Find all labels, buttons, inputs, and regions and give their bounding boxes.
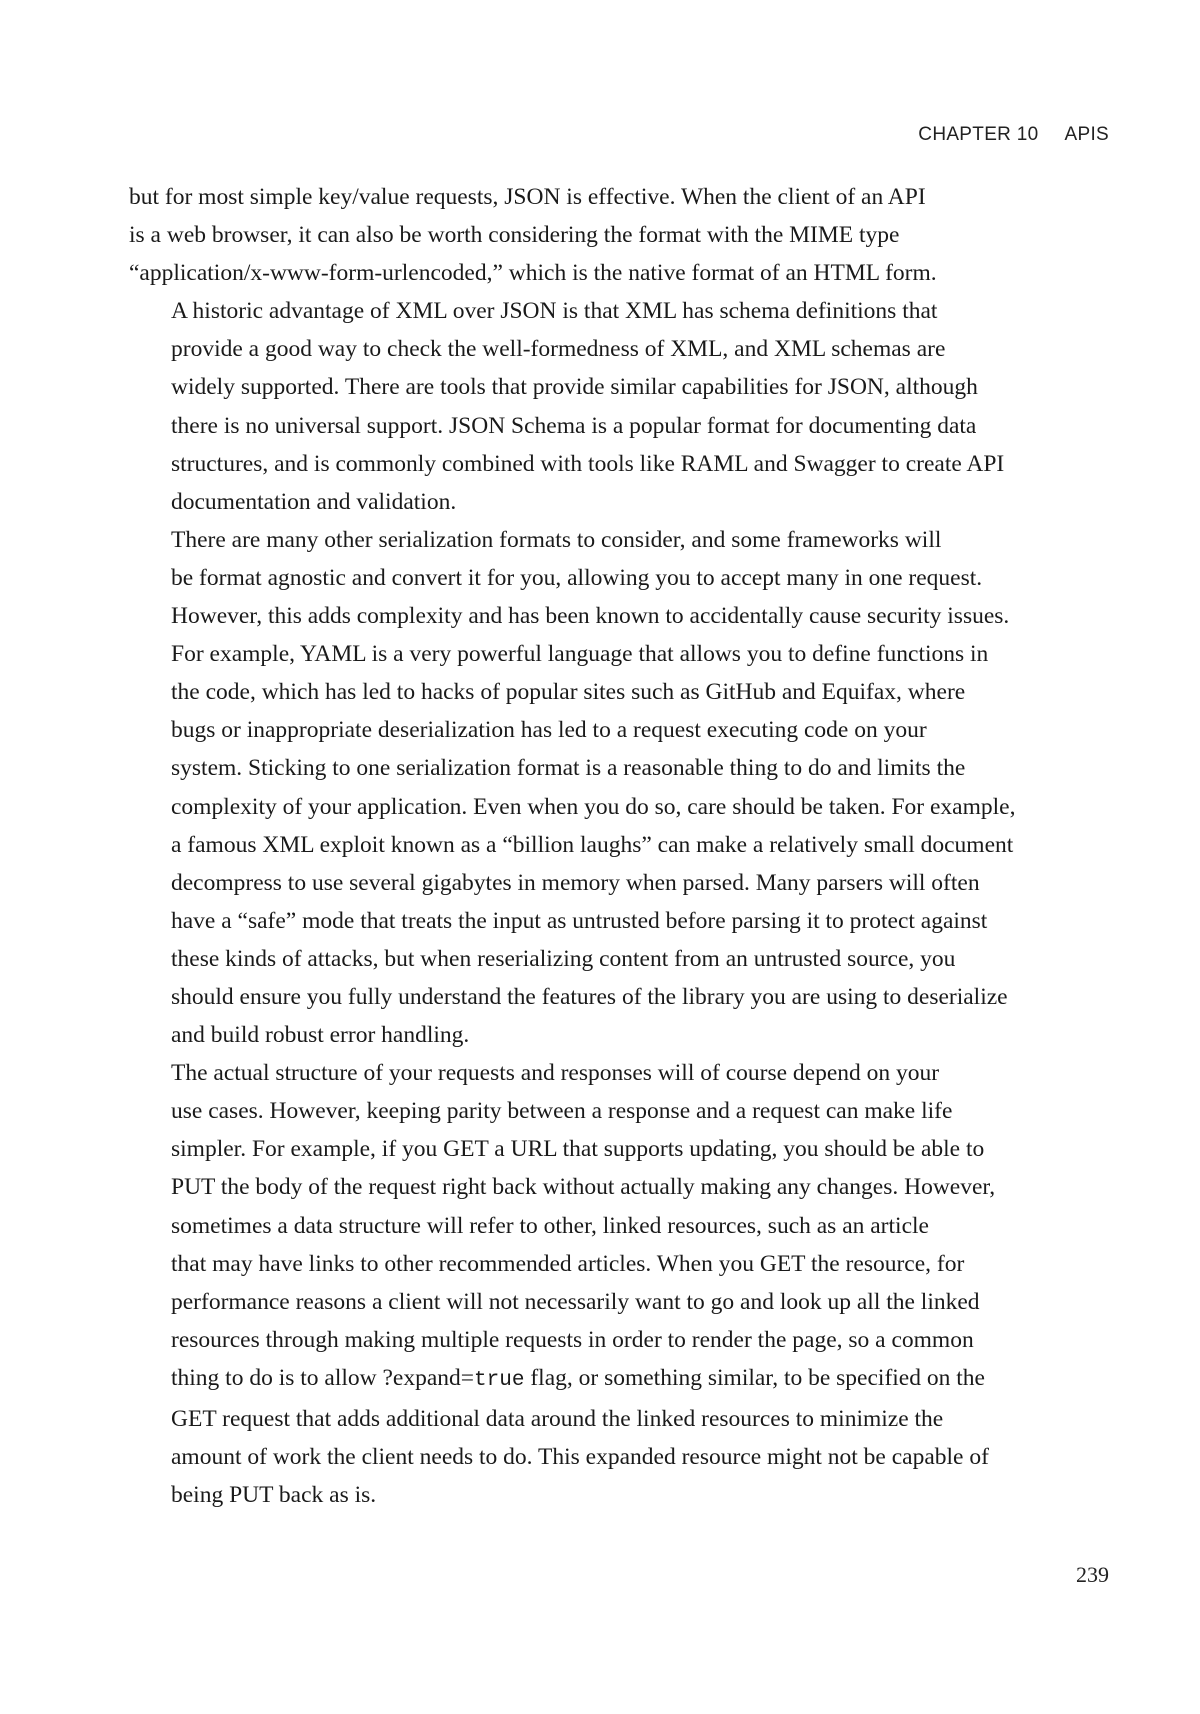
text-line: provide a good way to check the well-formedness of XML, and XML schemas are xyxy=(171,336,946,363)
text-line: and build robust error handling. xyxy=(171,1022,470,1049)
text-fragment: thing to do is to allow ?expand= xyxy=(171,1364,475,1391)
text-line: A historic advantage of XML over JSON is that XML has schema definitions that xyxy=(171,298,938,325)
text-line: resources through making multiple requests in order to render the page, so a common xyxy=(171,1326,974,1353)
text-line: There are many other serialization formats to consider, and some frameworks will xyxy=(171,526,942,553)
text-line: a famous XML exploit known as a “billion laughs” can make a relatively small document xyxy=(171,831,1014,858)
text-line: PUT the body of the request right back without actually making any changes. However, xyxy=(171,1174,996,1201)
text-line: be format agnostic and convert it for you, allowing you to accept many in one request. xyxy=(171,564,983,591)
text-line: For example, YAML is a very powerful language that allows you to define functions in xyxy=(171,641,989,668)
text-line: The actual structure of your requests and responses will of course depend on your xyxy=(171,1060,940,1087)
section-label: APIS xyxy=(1064,124,1109,145)
text-line-with-code xyxy=(129,1359,1111,1400)
text-line: bugs or inappropriate deserialization has led to a request executing code on your xyxy=(171,717,927,744)
text-line: widely supported. There are tools that provide similar capabilities for JSON, although xyxy=(171,374,978,401)
paragraph-3 xyxy=(129,521,1111,1054)
text-line: use cases. However, keeping parity between a response and a request can make life xyxy=(171,1098,953,1125)
text-line: decompress to use several gigabytes in memory when parsed. Many parsers will often xyxy=(171,869,980,896)
text-line: performance reasons a client will not necessarily want to go and look up all the linked xyxy=(171,1288,980,1315)
paragraph-1 xyxy=(129,178,1111,292)
page-number: 239 xyxy=(1076,1562,1109,1587)
text-line: should ensure you fully understand the features of the library you are using to deserialize xyxy=(171,983,1008,1010)
text-line: that may have links to other recommended articles. When you GET the resource, for xyxy=(171,1250,965,1277)
text-line: structures, and is commonly combined with tools like RAML and Swagger to create API xyxy=(171,450,1005,477)
text-line: is a web browser, it can also be worth considering the format with the MIME type xyxy=(129,222,900,249)
text-line: have a “safe” mode that treats the input as untrusted before parsing it to protect against xyxy=(171,907,988,934)
text-line: “application/x-www-form-urlencoded,” which is the native format of an HTML form. xyxy=(129,260,937,287)
paragraph-2 xyxy=(129,292,1111,521)
text-line: being PUT back as is. xyxy=(171,1482,377,1509)
chapter-label: CHAPTER 10 xyxy=(918,124,1039,145)
text-line: simpler. For example, if you GET a URL that supports updating, you should be able to xyxy=(171,1136,985,1163)
text-line: amount of work the client needs to do. This expanded resource might not be capable of xyxy=(171,1444,989,1471)
text-line: complexity of your application. Even when you do so, care should be taken. For example, xyxy=(171,793,1016,820)
paragraph-4 xyxy=(129,1054,1111,1514)
text-line: the code, which has led to hacks of popular sites such as GitHub and Equifax, where xyxy=(171,679,966,706)
text-fragment: flag, or something similar, to be specified on the xyxy=(524,1364,985,1391)
text-line: However, this adds complexity and has been known to accidentally cause security issues. xyxy=(171,603,1010,630)
text-line: there is no universal support. JSON Schema is a popular format for documenting data xyxy=(171,412,977,439)
text-line: GET request that adds additional data around the linked resources to minimize the xyxy=(171,1406,944,1432)
text-line: system. Sticking to one serialization format is a reasonable thing to do and limits the xyxy=(171,755,966,782)
text-line: these kinds of attacks, but when reserializing content from an untrusted source, you xyxy=(171,945,956,972)
body-text xyxy=(129,178,1111,1514)
text-line: documentation and validation. xyxy=(171,488,457,515)
text-line: but for most simple key/value requests, JSON is effective. When the client of an API xyxy=(129,184,926,210)
running-head xyxy=(918,124,1109,146)
text-line: sometimes a data structure will refer to other, linked resources, such as an article xyxy=(171,1212,929,1239)
inline-code: true xyxy=(474,1368,525,1392)
